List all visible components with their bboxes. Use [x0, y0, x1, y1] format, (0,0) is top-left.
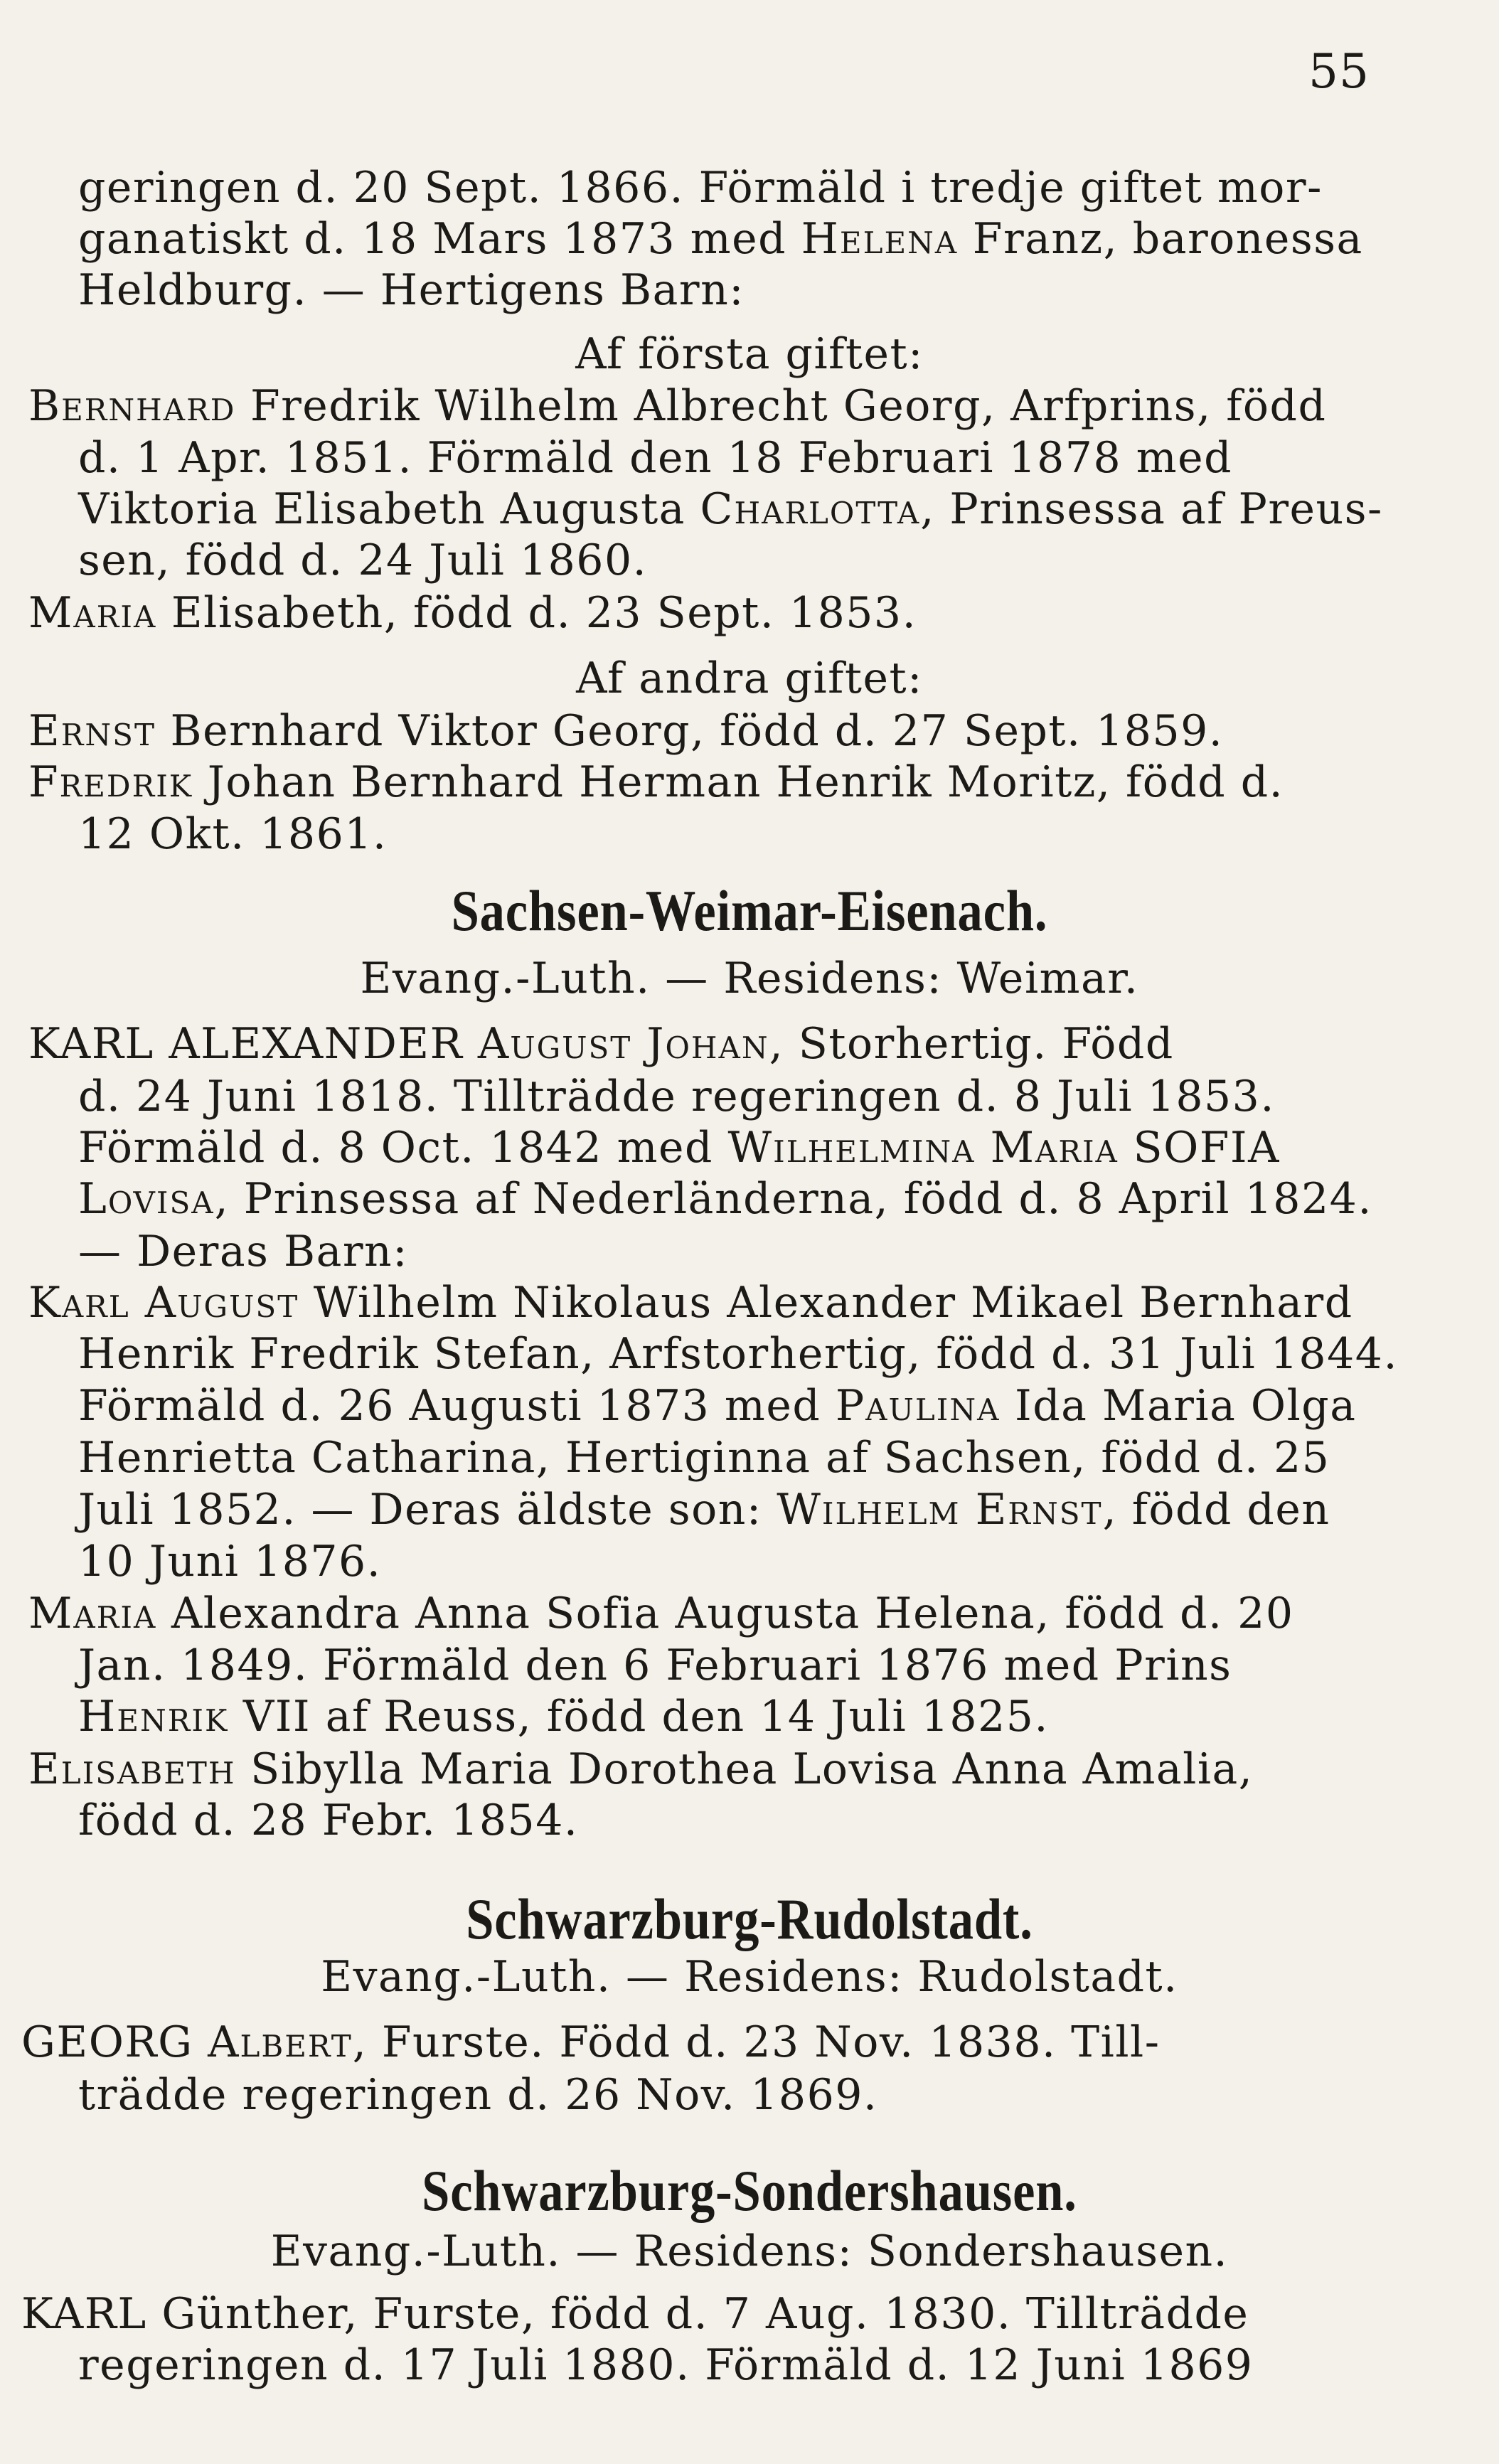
- text-line: Maria Elisabeth, född d. 23 Sept. 1853.: [28, 588, 917, 638]
- text-line: Viktoria Elisabeth Augusta Charlotta, Prinsessa af Preus-: [78, 484, 1383, 534]
- text-line: Ernst Bernhard Viktor Georg, född d. 27 Sept. 1859.: [28, 706, 1224, 756]
- text-line: Heldburg. — Hertigens Barn:: [78, 265, 745, 315]
- text-line: Jan. 1849. Förmäld den 6 Februari 1876 med Prins: [78, 1641, 1232, 1690]
- text-line: ganatiskt d. 18 Mars 1873 med Helena Franz, baronessa: [78, 214, 1363, 264]
- text-line: KARL ALEXANDER August Johan, Storhertig. Född: [28, 1019, 1174, 1069]
- section-heading: Schwarzburg-Rudolstadt.: [466, 1887, 1033, 1951]
- subheading: Af andra giftet:: [576, 654, 923, 703]
- text-line: trädde regeringen d. 26 Nov. 1869.: [78, 2070, 878, 2120]
- text-line: geringen d. 20 Sept. 1866. Förmäld i tredje giftet mor-: [78, 163, 1323, 213]
- text-line: Henrik VII af Reuss, född den 14 Juli 1825.: [78, 1692, 1049, 1742]
- subheading: Af första giftet:: [575, 329, 924, 379]
- text-line: Förmäld d. 26 Augusti 1873 med Paulina Ida Maria Olga: [78, 1381, 1357, 1431]
- text-line: d. 24 Juni 1818. Tillträdde regeringen d. 8 Juli 1853.: [78, 1072, 1275, 1121]
- text-line: Förmäld d. 8 Oct. 1842 med Wilhelmina Maria SOFIA: [78, 1123, 1280, 1173]
- text-line: d. 1 Apr. 1851. Förmäld den 18 Februari 1878 med: [78, 433, 1233, 483]
- section-heading: Sachsen-Weimar-Eisenach.: [451, 878, 1048, 943]
- text-line: KARL Günther, Furste, född d. 7 Aug. 1830. Tillträdde: [21, 2289, 1249, 2339]
- text-line: GEORG Albert, Furste. Född d. 23 Nov. 1838. Till-: [21, 2017, 1161, 2067]
- text-line: Henrietta Catharina, Hertiginna af Sachsen, född d. 25: [78, 1433, 1330, 1483]
- text-line: Juli 1852. — Deras äldste son: Wilhelm Ernst, född den: [78, 1485, 1330, 1535]
- section-subtitle: Evang.-Luth. — Residens: Rudolstadt.: [321, 1952, 1178, 2002]
- text-line: 12 Okt. 1861.: [78, 809, 388, 859]
- text-line: Lovisa, Prinsessa af Nederländerna, född d. 8 April 1824.: [78, 1174, 1372, 1224]
- text-line: Karl August Wilhelm Nikolaus Alexander Mikael Bernhard: [28, 1278, 1353, 1328]
- section-subtitle: Evang.-Luth. — Residens: Weimar.: [360, 954, 1139, 1003]
- text-line: Henrik Fredrik Stefan, Arfstorhertig, född d. 31 Juli 1844.: [78, 1329, 1399, 1379]
- text-line: Elisabeth Sibylla Maria Dorothea Lovisa Anna Amalia,: [28, 1744, 1254, 1794]
- text-line: sen, född d. 24 Juli 1860.: [78, 535, 648, 585]
- page-number: 55: [1308, 44, 1370, 99]
- text-line: regeringen d. 17 Juli 1880. Förmäld d. 12 Juni 1869: [78, 2340, 1254, 2390]
- section-heading: Schwarzburg-Sondershausen.: [422, 2158, 1077, 2223]
- text-line: Fredrik Johan Bernhard Herman Henrik Moritz, född d.: [28, 757, 1284, 807]
- text-line: 10 Juni 1876.: [78, 1537, 382, 1586]
- text-line: Maria Alexandra Anna Sofia Augusta Helena, född d. 20: [28, 1589, 1294, 1638]
- text-line: — Deras Barn:: [78, 1227, 408, 1276]
- text-line: född d. 28 Febr. 1854.: [78, 1796, 579, 1845]
- text-line: Bernhard Fredrik Wilhelm Albrecht Georg, Arfprins, född: [28, 381, 1327, 431]
- section-subtitle: Evang.-Luth. — Residens: Sondershausen.: [270, 2226, 1229, 2276]
